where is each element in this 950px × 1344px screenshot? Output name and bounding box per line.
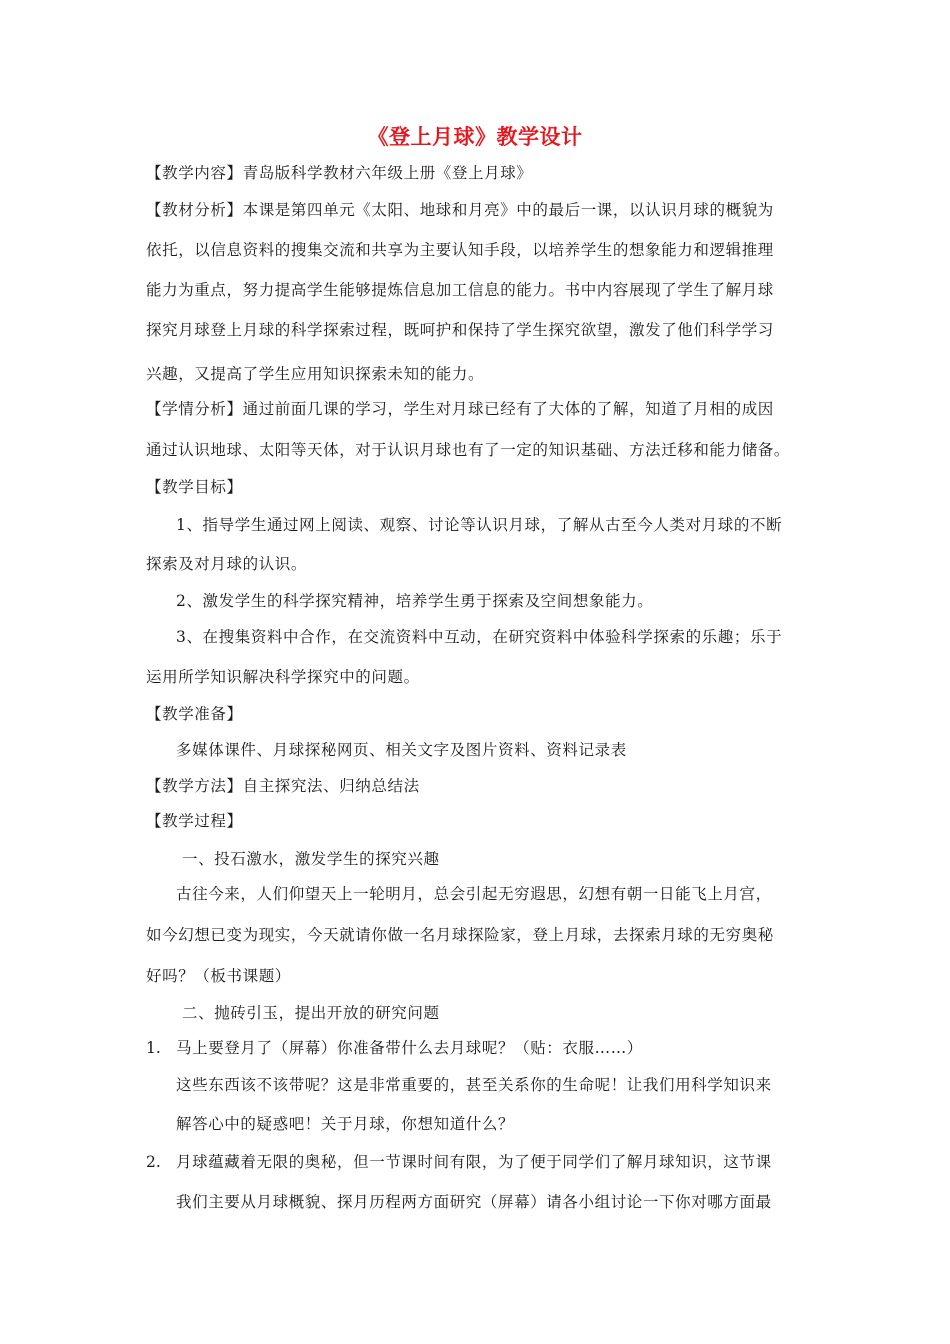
document-title: 《登上月球》教学设计	[367, 124, 583, 149]
teaching-methods: 【教学方法】自主探究法、归纳总结法	[146, 777, 420, 795]
material-analysis-line-5: 兴趣，又提高了学生应用知识探索未知的能力。	[146, 365, 485, 383]
list-number-1: 1.	[146, 1039, 161, 1057]
preparation-items: 多媒体课件、月球探秘网页、相关文字及图片资料、资料记录表	[176, 741, 627, 759]
goal-3-line-1: 3、在搜集资料中合作，在交流资料中互动，在研究资料中体验科学探索的乐趣；乐于	[176, 628, 783, 646]
material-analysis-line-3: 能力为重点，努力提高学生能够提炼信息加工信息的能力。书中内容展现了学生了解月球	[146, 281, 774, 299]
material-analysis-line-1: 【教材分析】本课是第四单元《太阳、地球和月亮》中的最后一课，以认识月球的概貌为	[146, 201, 774, 219]
list-item-2-line-2: 我们主要从月球概貌、探月历程两方面研究（屏幕）请各小组讨论一下你对哪方面最	[176, 1193, 772, 1211]
student-analysis-line-1: 【学情分析】通过前面几课的学习，学生对月球已经有了大体的了解，知道了月相的成因	[146, 400, 774, 418]
material-analysis-line-4: 探究月球登上月球的科学探索过程，既呵护和保持了学生探究欲望，激发了他们科学学习	[146, 321, 774, 339]
goal-1-line-1: 1、指导学生通过网上阅读、观察、讨论等认识月球，了解从古至今人类对月球的不断	[176, 516, 783, 534]
section-heading-process: 【教学过程】	[146, 812, 243, 830]
section-heading-goals: 【教学目标】	[146, 478, 243, 496]
list-item-2-line-1: 月球蕴藏着无限的奥秘，但一节课时间有限，为了便于同学们了解月球知识，这节课	[176, 1153, 772, 1171]
material-analysis-line-2: 依托，以信息资料的搜集交流和共享为主要认知手段，以培养学生的想象能力和逻辑推理	[146, 241, 774, 259]
step-1-heading: 一、投石激水，激发学生的探究兴趣	[182, 850, 440, 868]
list-item-1-line-2: 这些东西该不该带呢？这是非常重要的，甚至关系你的生命呢！让我们用科学知识来	[176, 1076, 772, 1094]
goal-3-line-2: 运用所学知识解决科学探究中的问题。	[146, 668, 420, 686]
goal-2: 2、激发学生的科学探究精神，培养学生勇于探索及空间想象能力。	[176, 592, 654, 610]
step-2-heading: 二、抛砖引玉，提出开放的研究问题	[182, 1004, 440, 1022]
student-analysis-line-2: 通过认识地球、太阳等天体，对于认识月球也有了一定的知识基础、方法迁移和能力储备。	[146, 441, 791, 459]
step-1-paragraph-line-2: 如今幻想已变为现实，今天就请你做一名月球探险家，登上月球，去探索月球的无穷奥秘	[146, 926, 774, 944]
list-item-1-line-3: 解答心中的疑惑吧！关于月球，你想知道什么？	[176, 1115, 515, 1133]
list-item-1-line-1: 马上要登月了（屏幕）你准备带什么去月球呢？（贴：衣服……）	[176, 1039, 643, 1057]
section-heading-preparation: 【教学准备】	[146, 705, 243, 723]
teaching-content: 【教学内容】青岛版科学教材六年级上册《登上月球》	[146, 164, 533, 182]
step-1-paragraph-line-3: 好吗？（板书课题）	[146, 967, 291, 985]
goal-1-line-2: 探索及对月球的认识。	[146, 555, 308, 573]
step-1-paragraph-line-1: 古往今来，人们仰望天上一轮明月，总会引起无穷遐思，幻想有朝一日能飞上月宫，	[176, 885, 772, 903]
list-number-2: 2.	[146, 1153, 161, 1171]
